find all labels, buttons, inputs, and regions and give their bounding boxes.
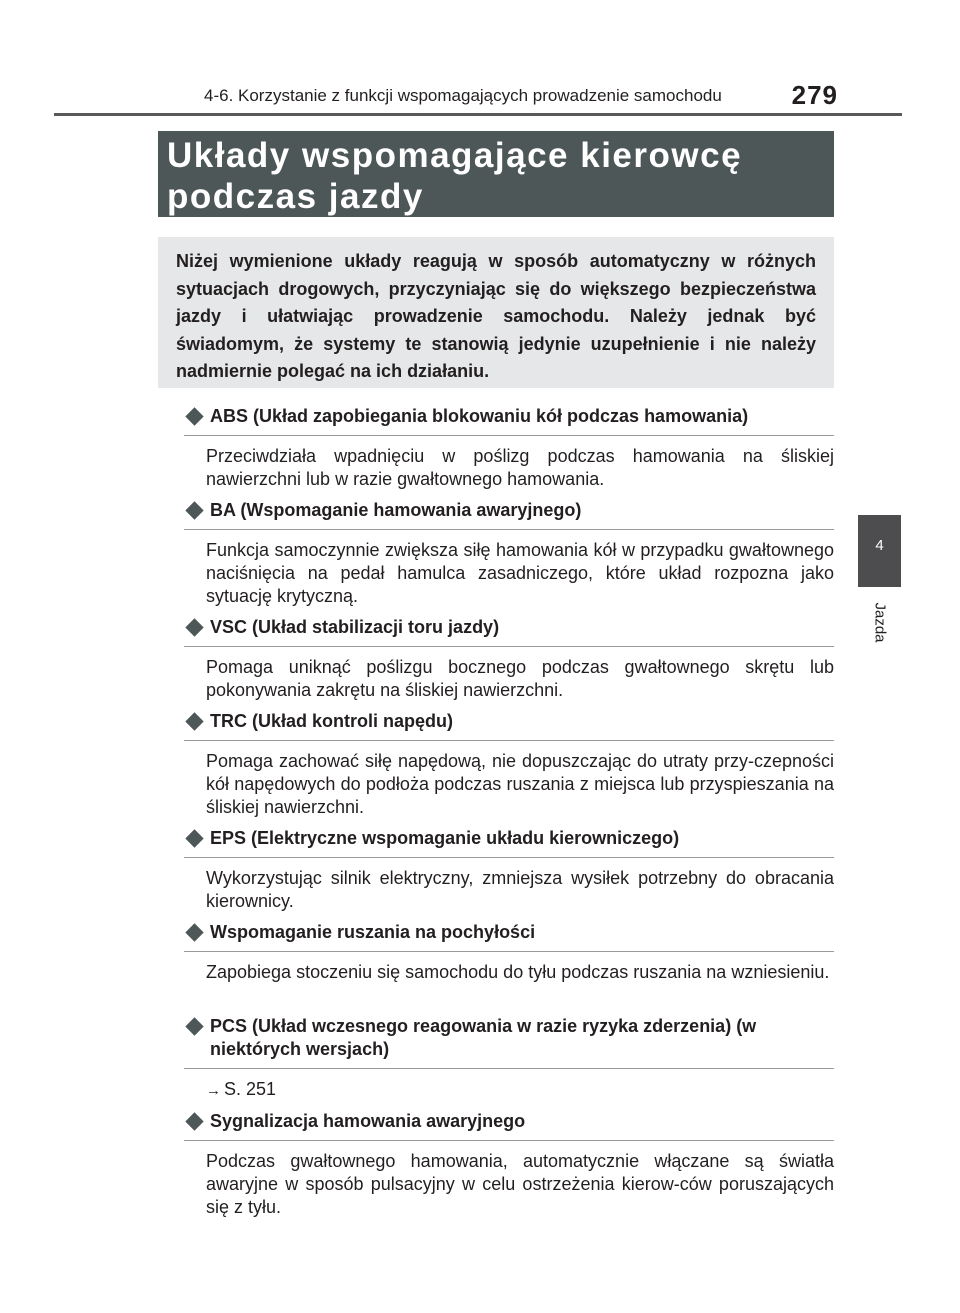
section-pcs: [184, 1015, 834, 1102]
page-header: [166, 80, 838, 110]
section-body: Pomaga zachować siłę napędową, nie dopuszczając do utraty przy-czepności kół napędowych do podłoża podczas ruszania z miejsca lub przyspieszania na śliskiej nawierzchni.: [206, 751, 834, 817]
section-body: Pomaga uniknąć poślizgu bocznego podczas gwałtownego skrętu lub pokonywania zakrętu na śliskiej nawierzchni.: [206, 657, 834, 700]
section-heading-text: VSC (Układ stabilizacji toru jazdy): [210, 617, 500, 637]
intro-text: Niżej wymienione układy reagują w sposób automatyczny w różnych sytuacjach drogowych, przyczyniając się do większego bezpieczeństwa jazdy i ułatwiając prowadzenie samochodu. Należy jednak być świadomym, że systemy te stanowią jedynie uzupełnienie i nie należy nadmiernie polegać na ich działaniu.: [176, 251, 816, 381]
page-number: 279: [791, 80, 838, 110]
section-ba: [184, 499, 834, 608]
chapter-label-text: Jazda: [871, 602, 889, 643]
section-title: 4-6. Korzystanie z funkcji wspomagających prowadzenie samochodu: [204, 86, 722, 105]
section-heading: [184, 405, 834, 436]
section-heading-text: EPS (Elektryczne wspomaganie układu kierowniczego): [210, 828, 680, 848]
diamond-bullet-icon: [185, 618, 203, 636]
header-rule: [54, 113, 902, 116]
diamond-bullet-icon: [185, 923, 203, 941]
section-heading-text: PCS (Układ wczesnego reagowania w razie ryzyka zderzenia) (w niektórych wersjach): [210, 1016, 757, 1059]
section-body: Wykorzystując silnik elektryczny, zmniejsza wysiłek potrzebny do obracania kierownicy.: [206, 868, 834, 911]
diamond-bullet-icon: [185, 1112, 203, 1130]
section-vsc: [184, 616, 834, 702]
section-heading: [184, 921, 834, 952]
chapter-label: [870, 592, 890, 652]
section-heading: [184, 1110, 834, 1141]
section-body: [184, 1069, 834, 1102]
section-heading-text: TRC (Układ kontroli napędu): [210, 711, 453, 731]
section-hill-start: [184, 921, 834, 1007]
section-heading-text: BA (Wspomaganie hamowania awaryjnego): [210, 500, 582, 520]
chapter-tab: [858, 515, 901, 587]
section-body: Przeciwdziała wpadnięciu w poślizg podczas hamowania na śliskiej nawierzchni lub w razie gwałtownego hamowania.: [206, 446, 834, 489]
content: [184, 405, 834, 1227]
diamond-bullet-icon: [185, 712, 203, 730]
arrow-right-icon: →: [206, 1082, 221, 1099]
section-abs: [184, 405, 834, 491]
section-heading: [184, 499, 834, 530]
page-reference-link[interactable]: S. 251: [224, 1079, 277, 1099]
section-heading: [184, 1015, 834, 1069]
diamond-bullet-icon: [185, 501, 203, 519]
section-body: Zapobiega stoczeniu się samochodu do tyłu podczas ruszania na wzniesieniu.: [206, 962, 830, 982]
section-heading: [184, 827, 834, 858]
section-heading-text: Wspomaganie ruszania na pochyłości: [210, 922, 536, 942]
section-emergency-signal: [184, 1110, 834, 1219]
intro-box: [158, 237, 834, 388]
chapter-number: 4: [875, 537, 884, 554]
section-heading: [184, 616, 834, 647]
section-body: Podczas gwałtownego hamowania, automatycznie włączane są światła awaryjne w sposób pulsacyjny w celu ostrzeżenia kierow-ców poruszających się z tyłu.: [206, 1151, 834, 1217]
diamond-bullet-icon: [185, 829, 203, 847]
title-box: [158, 131, 834, 217]
section-heading: [184, 710, 834, 741]
diamond-bullet-icon: [185, 407, 203, 425]
diamond-bullet-icon: [185, 1017, 203, 1035]
section-heading-text: Sygnalizacja hamowania awaryjnego: [210, 1111, 526, 1131]
section-eps: [184, 827, 834, 913]
section-trc: [184, 710, 834, 819]
page-title: Układy wspomagające kierowcę podczas jazdy: [167, 136, 743, 216]
section-heading-text: ABS (Układ zapobiegania blokowaniu kół podczas hamowania): [210, 406, 749, 426]
section-body: Funkcja samoczynnie zwiększa siłę hamowania kół w przypadku gwałtownego naciśnięcia na pedał hamulca zasadniczego, które układ rozpozna jako sytuację krytyczną.: [206, 540, 834, 606]
